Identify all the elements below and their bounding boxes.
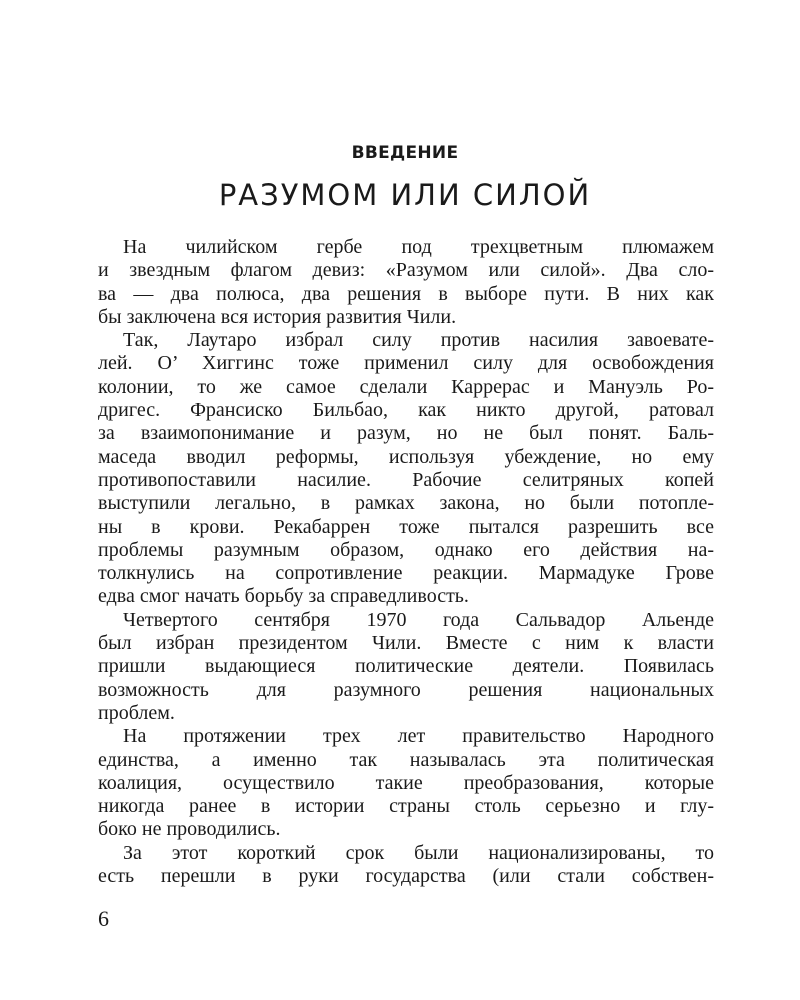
text-line: толкнулись на сопротивление реакции. Мармадуке Грове <box>98 562 714 585</box>
text-line: дригес. Франсиско Бильбао, как никто другой, ратовал <box>98 399 714 422</box>
text-line: Так, Лаутаро избрал силу против насилия завоевате- <box>123 329 714 352</box>
text-line: ва — два полюса, два решения в выборе пути. В них как <box>98 282 714 305</box>
text-line: маседа вводил реформы, используя убеждение, но ему <box>98 445 714 468</box>
text-line: единства, а именно так называлась эта политическая <box>98 748 714 771</box>
text-line: противопоставили насилие. Рабочие селитряных копей <box>98 468 714 491</box>
chapter-title: РАЗУМОМ ИЛИ СИЛОЙ <box>218 178 592 212</box>
body-text <box>98 236 714 888</box>
text-line: лей. О’ Хиггинс тоже применил силу для освобождения <box>98 352 714 375</box>
text-line: проблем. <box>98 701 175 724</box>
text-line: боко не проводились. <box>98 818 281 841</box>
text-line: никогда ранее в истории страны столь серьезно и глу- <box>98 795 714 818</box>
text-line: проблемы разумным образом, однако его действия на- <box>98 538 714 561</box>
text-line: и звездным флагом девиз: «Разумом или силой». Два сло- <box>98 259 714 282</box>
text-line: выступили легально, в рамках закона, но были потопле- <box>98 492 714 515</box>
text-line: колонии, то же самое сделали Каррерас и Мануэль Ро- <box>98 375 714 398</box>
text-line: За этот короткий срок были национализированы, то <box>123 841 714 864</box>
text-line: коалиция, осуществило такие преобразования, которые <box>98 771 714 794</box>
text-line: Четвертого сентября 1970 года Сальвадор Альенде <box>123 608 714 631</box>
text-line: за взаимопонимание и разум, но не был понят. Баль- <box>98 422 714 445</box>
text-line: бы заключена вся история развития Чили. <box>98 305 457 328</box>
text-line: На протяжении трех лет правительство Народного <box>123 725 714 748</box>
text-line: ны в крови. Рекабаррен тоже пытался разрешить все <box>98 515 714 538</box>
text-line: есть перешли в руки государства (или стали собствен- <box>98 865 714 888</box>
page-number: 6 <box>98 906 109 931</box>
text-line: На чилийском гербе под трехцветным плюмажем <box>123 236 714 258</box>
text-line: был избран президентом Чили. Вместе с ним к власти <box>98 632 714 655</box>
text-line: пришли выдающиеся политические деятели. Появилась <box>98 655 714 678</box>
text-line: возможность для разумного решения национальных <box>98 678 714 701</box>
text-line: едва смог начать борьбу за справедливость. <box>98 585 469 608</box>
section-kicker: ВВЕДЕНИЕ <box>351 143 459 163</box>
